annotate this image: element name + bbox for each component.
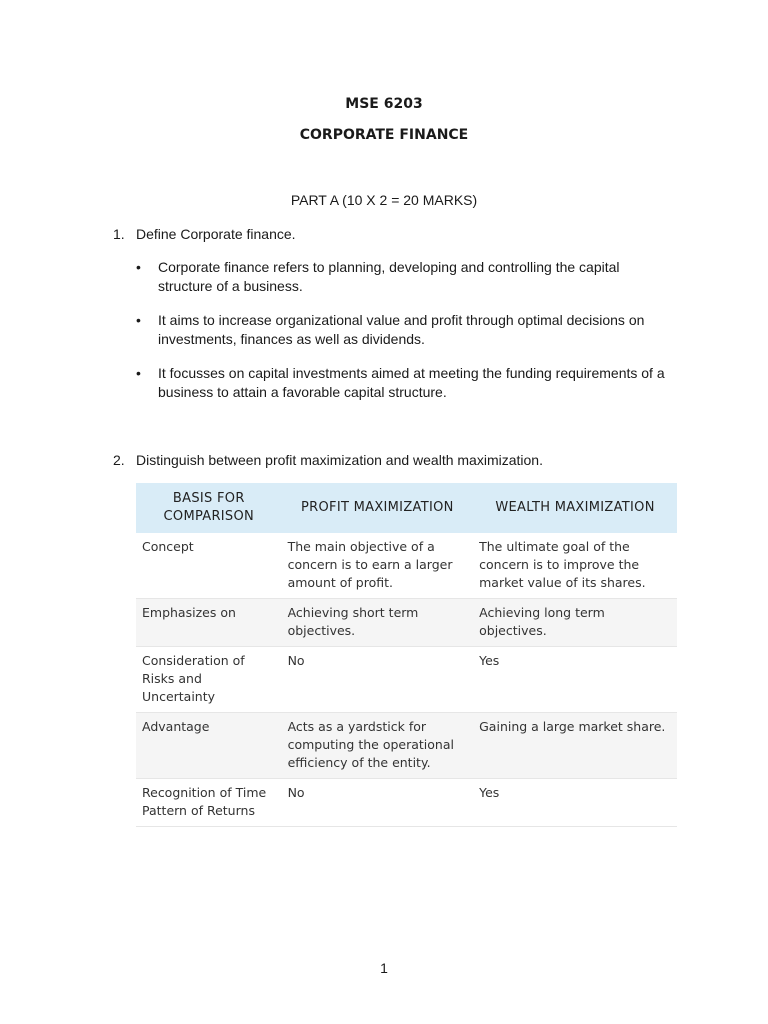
table-cell: Gaining a large market share. <box>473 713 677 779</box>
table-cell: Achieving short term objectives. <box>282 599 474 647</box>
table-cell: Yes <box>473 647 677 713</box>
table-cell: Acts as a yardstick for computing the operational efficiency of the entity. <box>282 713 474 779</box>
table-cell: Recognition of Time Pattern of Returns <box>136 779 282 827</box>
course-code: MSE 6203 <box>345 96 423 112</box>
column-header: BASIS FOR COMPARISON <box>136 483 282 533</box>
column-header: WEALTH MAXIMIZATION <box>473 483 677 533</box>
part-header: PART A (10 X 2 = 20 MARKS) <box>290 192 478 208</box>
list-item: • It aims to increase organizational value and profit through optimal decisions on investments, finances as well as dividends. <box>136 312 645 347</box>
list-item: • Corporate finance refers to planning, developing and controlling the capital structure of a business. <box>136 259 620 294</box>
question-number: 2. <box>113 452 125 468</box>
question-number: 1. <box>113 226 125 242</box>
column-header: PROFIT MAXIMIZATION <box>282 483 474 533</box>
table-cell: The main objective of a concern is to earn a larger amount of profit. <box>282 533 474 599</box>
table-cell: Yes <box>473 779 677 827</box>
table-row <box>136 647 677 713</box>
table-cell: Consideration of Risks and Uncertainty <box>136 647 282 713</box>
question-text: Distinguish between profit maximization and wealth maximization. <box>136 452 543 468</box>
table-cell: Emphasizes on <box>136 599 282 647</box>
table-row <box>136 713 677 779</box>
course-title: CORPORATE FINANCE <box>299 127 469 143</box>
bullet-icon: • <box>136 365 141 381</box>
table-row <box>136 599 677 647</box>
comparison-table <box>136 483 677 827</box>
table-cell: No <box>282 647 474 713</box>
table-cell: The ultimate goal of the concern is to improve the market value of its shares. <box>473 533 677 599</box>
table-row <box>136 779 677 827</box>
table-cell: No <box>282 779 474 827</box>
answer-bullet-list <box>136 258 676 417</box>
table-cell: Advantage <box>136 713 282 779</box>
table-header-row <box>136 483 677 533</box>
bullet-icon: • <box>136 259 141 275</box>
bullet-icon: • <box>136 312 141 328</box>
table-cell: Concept <box>136 533 282 599</box>
list-item: • It focusses on capital investments aimed at meeting the funding requirements of a business to attain a favorable capital structure. <box>136 365 665 400</box>
table-row <box>136 533 677 599</box>
question-text: Define Corporate finance. <box>136 226 296 242</box>
table-cell: Achieving long term objectives. <box>473 599 677 647</box>
page-number: 1 <box>380 960 388 976</box>
